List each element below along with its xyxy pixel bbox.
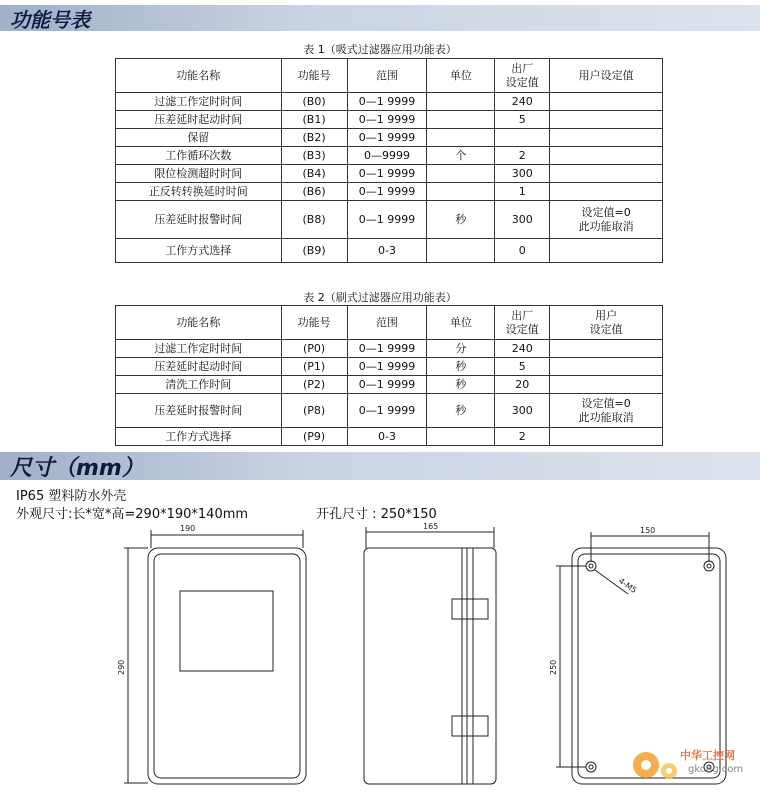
gear-logo-icon xyxy=(633,752,677,779)
header-cell: 范围 xyxy=(347,306,427,340)
table-cell: (B6) xyxy=(281,183,347,201)
table-cell: 1 xyxy=(495,183,550,201)
table-cell: 0—1 9999 xyxy=(347,201,427,239)
table-cell: 20 xyxy=(495,376,550,394)
front-height-label: 290 xyxy=(117,659,126,675)
table-cell: 0 xyxy=(495,239,550,263)
table-cell: (P9) xyxy=(281,428,347,446)
side-depth-label: 165 xyxy=(423,522,439,531)
table-cell: (B2) xyxy=(281,129,347,147)
table-cell: 保留 xyxy=(116,129,282,147)
table-cell: 秒 xyxy=(427,376,495,394)
table-cell: (B1) xyxy=(281,111,347,129)
mount-hole xyxy=(704,561,714,571)
table-cell: 限位检测超时时间 xyxy=(116,165,282,183)
table-cell: 0—1 9999 xyxy=(347,358,427,376)
table-cell: 0-3 xyxy=(347,428,427,446)
table-cell: 分 xyxy=(427,340,495,358)
table-cell: 5 xyxy=(495,358,550,376)
table-cell: 秒 xyxy=(427,201,495,239)
side-view-hinge-top xyxy=(452,599,488,619)
table-cell: 秒 xyxy=(427,394,495,428)
table-cell: 0—1 9999 xyxy=(347,129,427,147)
header-cell: 功能名称 xyxy=(116,306,282,340)
header-cell: 单位 xyxy=(427,59,495,93)
header-cell: 功能名称 xyxy=(116,59,282,93)
mount-hole xyxy=(586,561,596,571)
table-cell: 0—1 9999 xyxy=(347,376,427,394)
table-cell: 2 xyxy=(495,428,550,446)
back-width-label: 150 xyxy=(640,526,656,535)
table-cell: 清洗工作时间 xyxy=(116,376,282,394)
table-cell: (B8) xyxy=(281,201,347,239)
table-cell: (B9) xyxy=(281,239,347,263)
table-cell: 过滤工作定时时间 xyxy=(116,340,282,358)
table-cell: 过滤工作定时时间 xyxy=(116,93,282,111)
front-view-outline xyxy=(148,548,306,784)
table-cell: 300 xyxy=(495,201,550,239)
table-cell: 0-3 xyxy=(347,239,427,263)
watermark-url: gkong.com xyxy=(688,764,744,775)
table-cell: 0—1 9999 xyxy=(347,183,427,201)
table-cell: 工作方式选择 xyxy=(116,428,282,446)
functions-section-title: 功能号表 xyxy=(10,8,90,32)
size-section-title: 尺寸（mm） xyxy=(10,456,144,481)
table-cell: 0—1 9999 xyxy=(347,165,427,183)
front-view-window xyxy=(180,591,273,671)
cutout-spec: 开孔尺寸 : 250*150 xyxy=(316,507,437,522)
header-cell: 出厂 设定值 xyxy=(495,306,550,340)
hole-note-label: 4-M5 xyxy=(616,576,639,596)
table-cell: (P1) xyxy=(281,358,347,376)
table-cell: 压差延时报警时间 xyxy=(116,201,282,239)
table-cell: 0—1 9999 xyxy=(347,111,427,129)
table-cell: 压差延时起动时间 xyxy=(116,358,282,376)
table-cell: 秒 xyxy=(427,358,495,376)
table-cell: 压差延时报警时间 xyxy=(116,394,282,428)
header-cell: 功能号 xyxy=(281,59,347,93)
table-cell: 240 xyxy=(495,93,550,111)
table-cell: (B0) xyxy=(281,93,347,111)
table-cell: (B3) xyxy=(281,147,347,165)
table-cell: 个 xyxy=(427,147,495,165)
header-cell: 功能号 xyxy=(281,306,347,340)
side-view-outline xyxy=(364,548,496,784)
table-cell: 240 xyxy=(495,340,550,358)
header-cell: 出厂 设定值 xyxy=(495,59,550,93)
table-cell: 工作循环次数 xyxy=(116,147,282,165)
table-cell: 0—1 9999 xyxy=(347,394,427,428)
header-cell: 范围 xyxy=(347,59,427,93)
side-view-hinge-bottom xyxy=(452,716,488,736)
front-width-label: 190 xyxy=(180,524,196,533)
table-cell: 设定值=0 此功能取消 xyxy=(550,394,663,428)
table-cell: (P2) xyxy=(281,376,347,394)
table-cell: 压差延时起动时间 xyxy=(116,111,282,129)
outer-size-spec: 外观尺寸:长*宽*高=290*190*140mm xyxy=(16,507,249,522)
table-cell: 5 xyxy=(495,111,550,129)
mount-hole xyxy=(586,762,596,772)
table-cell: 2 xyxy=(495,147,550,165)
enclosure-spec: IP65 塑料防水外壳 xyxy=(16,489,127,504)
table-cell: 0—1 9999 xyxy=(347,93,427,111)
table-cell: 设定值=0 此功能取消 xyxy=(550,201,663,239)
table-cell: 0—9999 xyxy=(347,147,427,165)
table-cell: (P0) xyxy=(281,340,347,358)
watermark-brand: 中华工控网 xyxy=(680,749,735,762)
table-cell: 正反转转换延时时间 xyxy=(116,183,282,201)
table2-caption: 表 2（刷式过滤器应用功能表） xyxy=(303,291,457,304)
back-height-label: 250 xyxy=(549,659,558,675)
table-cell: 0—1 9999 xyxy=(347,340,427,358)
table-cell: 工作方式选择 xyxy=(116,239,282,263)
header-cell: 用户设定值 xyxy=(550,59,663,93)
table1-caption: 表 1（吸式过滤器应用功能表） xyxy=(303,43,457,56)
header-cell: 单位 xyxy=(427,306,495,340)
table-cell: (P8) xyxy=(281,394,347,428)
header-cell: 用户 设定值 xyxy=(550,306,663,340)
table-cell: (B4) xyxy=(281,165,347,183)
table-cell: 300 xyxy=(495,165,550,183)
table-cell: 300 xyxy=(495,394,550,428)
